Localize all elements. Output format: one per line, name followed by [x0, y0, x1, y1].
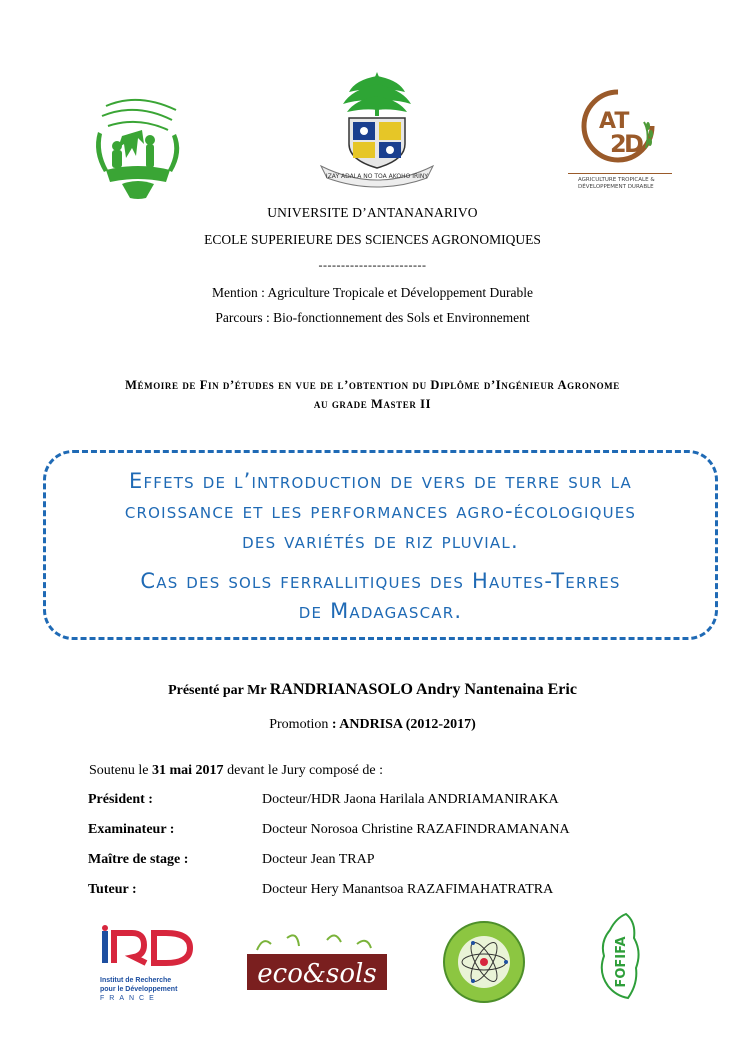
promotion-line: [0, 717, 745, 733]
parcours-label: Parcours :: [215, 310, 274, 325]
at2d-logo: [568, 86, 674, 196]
jury-role: Tuteur :: [88, 882, 137, 897]
thesis-title: [43, 466, 718, 626]
mention-line: [0, 285, 745, 301]
ird-line-3: FRANCE: [100, 995, 159, 1002]
svg-text:2: 2: [610, 130, 627, 158]
at2d-caption-2: DÉVELOPPEMENT DURABLE: [578, 184, 654, 190]
author-name: RANDRIANASOLO Andry Nantenaina Eric: [269, 681, 577, 698]
mention-value: Agriculture Tropicale et Développement Durable: [267, 285, 533, 300]
jury-intro: [89, 763, 383, 779]
svg-text:eco&sols: eco&sols: [257, 959, 377, 989]
svg-text:AT: AT: [599, 109, 630, 134]
jury-role: Président :: [88, 792, 153, 807]
memoire-statement: [0, 376, 745, 414]
title-line-5: de Madagascar.: [298, 599, 463, 623]
fofifa-logo: [592, 912, 646, 1000]
header-separator: ------------------------: [318, 258, 427, 272]
author-prefix: Présenté par Mr: [168, 683, 270, 698]
mention-label: Mention :: [212, 285, 268, 300]
ird-logo: [100, 925, 200, 1005]
defense-date: 31 mai 2017: [152, 763, 224, 778]
jury-intro-pre: Soutenu le: [89, 763, 152, 778]
jury-role: Maître de stage :: [88, 852, 189, 867]
promotion-value: : ANDRISA (2012-2017): [331, 717, 476, 732]
ird-line-1: Institut de Recherche: [100, 977, 172, 984]
esea-logo: [86, 92, 190, 200]
parcours-line: [0, 310, 745, 326]
title-line-3: des variétés de riz pluvial.: [242, 529, 519, 553]
jury-member-name: Docteur Jean TRAP: [262, 852, 375, 867]
university-antananarivo-logo: [315, 70, 439, 190]
eco-sols-logo: [247, 930, 387, 990]
title-line-1: Effets de l’introduction de vers de terre sur la: [129, 469, 632, 493]
svg-text:D: D: [624, 130, 644, 158]
university-motto: IZAY ADALA NO TOA AKOHO IRINY: [325, 173, 429, 180]
title-line-4: Cas des sols ferrallitiques des Hautes-Terres: [140, 569, 621, 593]
jury-member-name: Docteur Norosoa Christine RAZAFINDRAMANANA: [262, 822, 570, 837]
author-line: [0, 681, 745, 699]
jury-member-name: Docteur/HDR Jaona Harilala ANDRIAMANIRAKA: [262, 792, 559, 807]
laboratoire-radioisotopes-logo: [442, 920, 526, 1004]
parcours-value: Bio-fonctionnement des Sols et Environnement: [273, 310, 530, 325]
jury-member-name: Docteur Hery Manantsoa RAZAFIMAHATRATRA: [262, 882, 554, 897]
jury-role: Examinateur :: [88, 822, 175, 837]
university-name: UNIVERSITE D’ANTANANARIVO: [267, 205, 478, 220]
memoire-line-2: au grade Master II: [313, 397, 432, 411]
promotion-label: Promotion: [269, 717, 332, 732]
title-line-2: croissance et les performances agro-écologiques: [124, 499, 637, 523]
ird-line-2: pour le Développement: [100, 986, 178, 993]
school-name: ECOLE SUPERIEURE DES SCIENCES AGRONOMIQUES: [204, 232, 541, 247]
svg-text:FOFIFA: FOFIFA: [614, 936, 629, 988]
jury-intro-post: devant le Jury composé de :: [223, 763, 383, 778]
memoire-line-1: Mémoire de Fin d’études en vue de l’obtention du Diplôme d’Ingénieur Agronome: [125, 378, 620, 392]
at2d-caption-1: AGRICULTURE TROPICALE &: [578, 177, 655, 183]
